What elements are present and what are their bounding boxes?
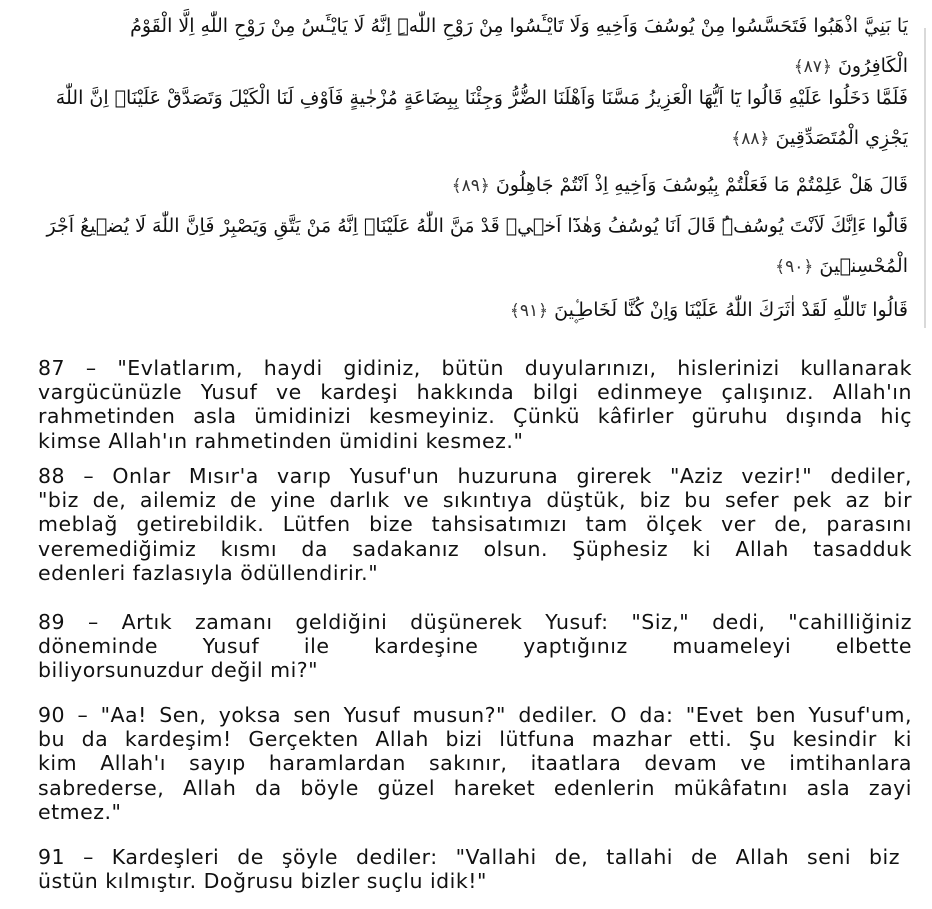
- arabic-verse-88-line2: يَجْزِي الْمُتَصَدِّقِينَ ﴿٨٨﴾: [731, 127, 908, 149]
- arabic-verse-88-line1: فَلَمَّا دَخَلُوا عَلَيْهِ قَالُوا يَٓا اَيُّهَا الْعَزِيزُ مَسَّنَا وَاَهْلَنَا الضُّرُّ وَجِئْنَا بِبِضَاعَةٍ مُزْجٰيةٍ فَاَوْفِ لَنَا الْكَيْلَ وَتَصَدَّقْ عَلَيْنَاۜ اِنَّ اللّٰهَ: [55, 87, 908, 109]
- translation-line: etmez.": [38, 799, 122, 824]
- translation-line: 89 – Artık zamanı geldiğini düşünerek Yusuf: "Siz," dedi, "cahilliğiniz: [38, 610, 912, 634]
- translation-line: meblağ getirebildik. Lütfen bize tahsisatımızı tam ölçek ver de, parasını: [38, 512, 912, 537]
- arabic-verse-87-line2: الْكَافِرُونَ ﴿٨٧﴾: [793, 55, 908, 77]
- translation-line: 87 – "Evlatlarım, haydi gidiniz, bütün duyularınızı, hislerinizi kullanarak: [38, 356, 912, 380]
- translation-91: [38, 845, 900, 893]
- translation-line: 90 – "Aa! Sen, yoksa sen Yusuf musun?" dediler. O da: "Evet ben Yusuf'um,: [38, 703, 912, 727]
- verse-number-91: ﴿٩١﴾: [509, 301, 549, 321]
- arabic-verse-90-line2: الْمُحْسِن۪ينَ ﴿٩٠﴾: [775, 255, 908, 277]
- translation-line: "biz de, ailemiz de yine darlık ve sıkıntıya düştük, biz bu sefer pek az bir: [38, 488, 912, 513]
- translation-line: 91 – Kardeşleri de şöyle dediler: "Vallahi de, tallahi de Allah seni biz: [38, 845, 900, 869]
- translation-line: kimse Allah'ın rahmetinden ümidini kesmez.": [38, 428, 524, 453]
- translation-line: vargücünüzle Yusuf ve kardeşi hakkında bilgi edinmeye çalışınız. Allah'ın: [38, 380, 912, 405]
- translation-line: veremediğimiz kısmı da sadakanız olsun. Şüphesiz ki Allah tasadduk: [38, 536, 912, 561]
- translation-line: biliyorsunuzdur değil mi?": [38, 658, 319, 683]
- arabic-verse-89: قَالَ هَلْ عَلِمْتُمْ مَا فَعَلْتُمْ بِيُوسُفَ وَاَخِيهِ اِذْ اَنْتُمْ جَاهِلُونَ ﴿٨٩﴾: [451, 174, 908, 196]
- translation-line: 88 – Onlar Mısır'a varıp Yusuf'un huzuruna girerek "Aziz vezir!" dediler,: [38, 464, 912, 488]
- arabic-verse-91: قَالُوا تَاللّٰهِ لَقَدْ اٰثَرَكَ اللّٰهُ عَلَيْنَا وَاِنْ كُنَّا لَخَاطِـ۪ٔينَ ﴿٩١﴾: [509, 299, 908, 321]
- translation-line: bu da kardeşim! Gerçekten Allah bizi lütfuna mazhar etti. Şu kesindir ki: [38, 727, 912, 752]
- translation-line: rahmetinden asla ümidinizi kesmeyiniz. Çünkü kâfirler güruhu dışında hiç: [38, 404, 912, 429]
- verse-number-88: ﴿٨٨﴾: [731, 129, 770, 149]
- translation-line: döneminde Yusuf ile kardeşine yaptığınız muameleyi elbette: [38, 634, 912, 659]
- margin-rule: [924, 28, 926, 328]
- translation-87: [38, 356, 912, 453]
- translation-line: kim Allah'ı sayıp haramlardan sakınır, itaatlara devam ve imtihanlara: [38, 751, 912, 776]
- verse-number-90: ﴿٩٠﴾: [775, 257, 814, 277]
- translation-line: üstün kılmıştır. Doğrusu bizler suçlu idik!": [38, 869, 487, 894]
- translation-line: sabrederse, Allah da böyle güzel hareket edenlerin mükâfatını asla zayi: [38, 775, 912, 800]
- translation-line: edenleri fazlasıyla ödüllendirir.": [38, 560, 379, 585]
- translation-88: [38, 464, 912, 585]
- verse-number-87: ﴿٨٧﴾: [793, 57, 832, 77]
- translation-90: [38, 703, 912, 824]
- translation-89: [38, 610, 912, 683]
- arabic-verse-87-line1: يَا بَنِيَّ اذْهَبُوا فَتَحَسَّسُوا مِنْ يُوسُفَ وَاَخِيهِ وَلَا تَايْـَٔسُوا مِنْ رَوْحِ اللّٰهِۜ اِنَّهُ لَا يَايْـَٔسُ مِنْ رَوْحِ اللّٰهِ اِلَّا الْقَوْمُ: [130, 15, 908, 37]
- arabic-verse-90-line1: قَالُٓوا ءَاِنَّكَ لَاَنْتَ يُوسُفُۜ قَالَ اَنَا يُوسُفُ وَهٰذَٓا اَخ۪يۘ قَدْ مَنَّ اللّٰهُ عَلَيْنَاۜ اِنَّهُ مَنْ يَتَّقِ وَيَصْبِرْ فَاِنَّ اللّٰهَ لَا يُض۪يعُ اَجْرَ: [46, 215, 908, 237]
- verse-number-89: ﴿٨٩﴾: [451, 176, 490, 196]
